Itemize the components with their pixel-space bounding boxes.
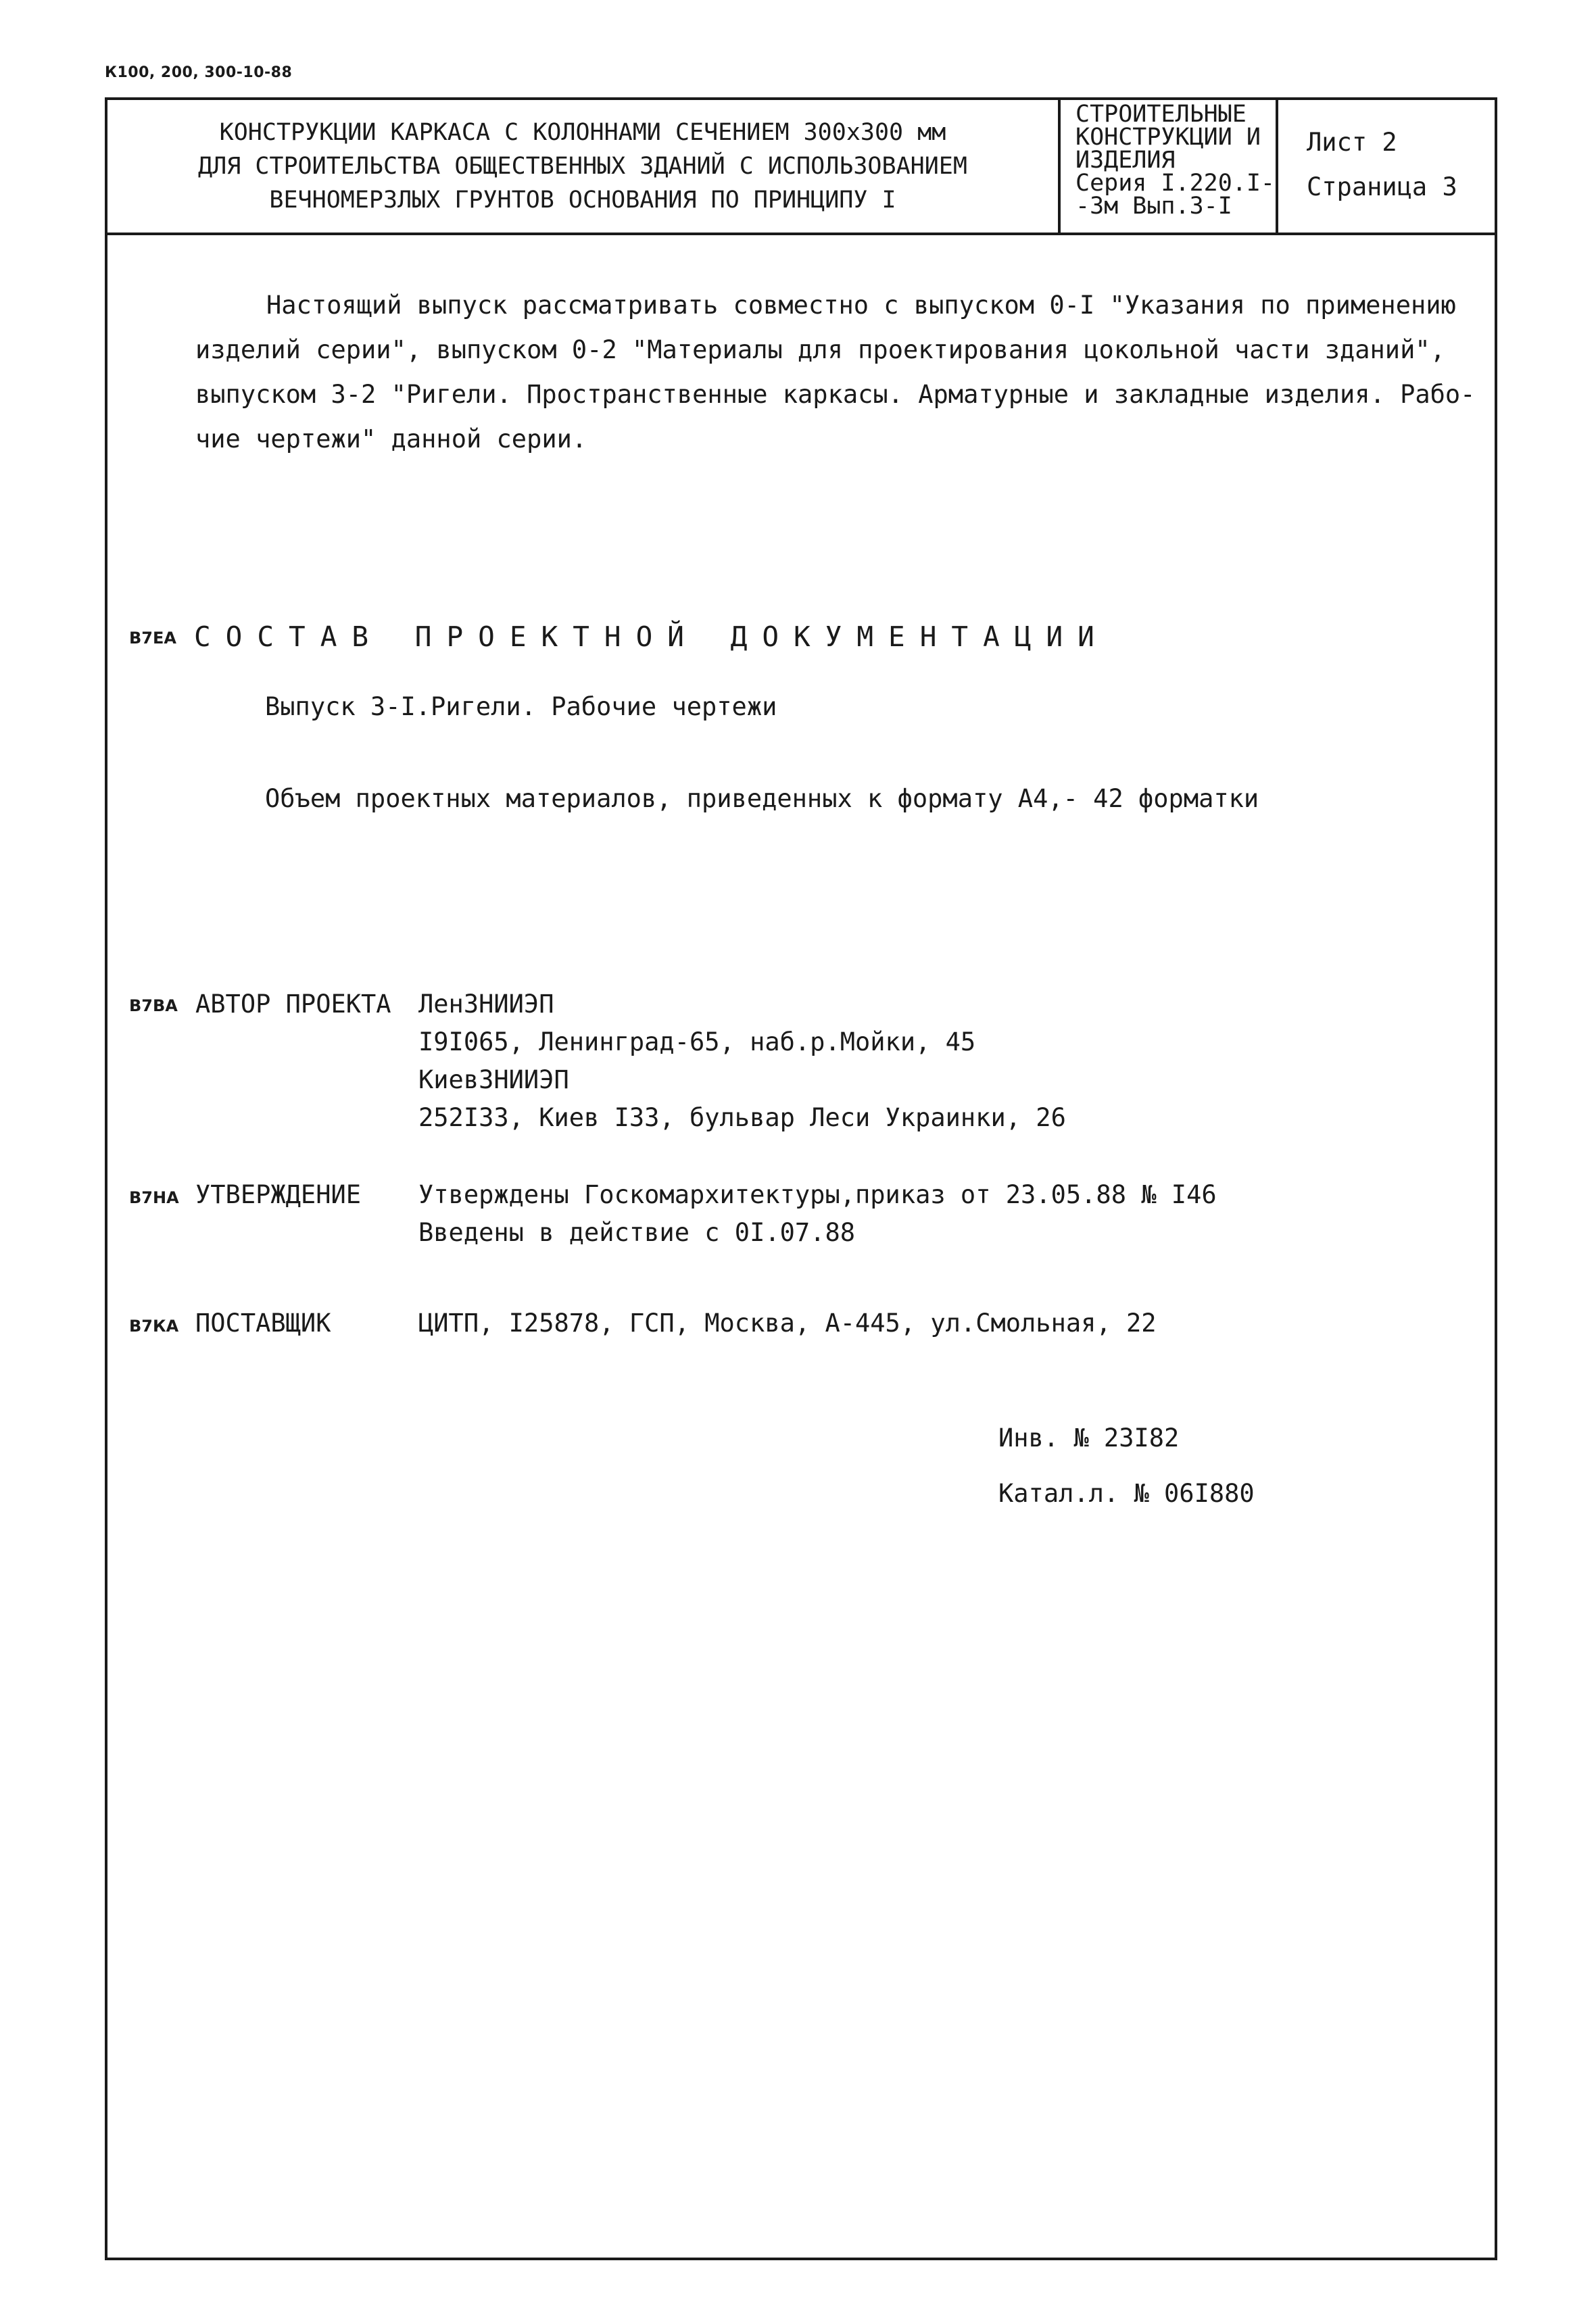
- catalog-number: Катал.л. № 06I880: [998, 1479, 1255, 1508]
- intro-line: изделий серии", выпуском 0-2 "Материалы для проектирования цокольной части зданий",: [195, 335, 1445, 364]
- series-line: -3м Вып.3-I: [1075, 193, 1232, 220]
- approval-label: УТВЕРЖДЕНИЕ: [195, 1180, 362, 1209]
- author-code: В7ВА: [129, 996, 178, 1015]
- intro-line: Настоящий выпуск рассматривать совместно с выпуском 0-I "Указания по применению: [266, 291, 1456, 320]
- author-line: I9I065, Ленинград-65, наб.р.Мойки, 45: [418, 1027, 976, 1056]
- issue-line: Выпуск 3-I.Ригели. Рабочие чертежи: [265, 692, 777, 721]
- series-line: КОНСТРУКЦИИ И: [1075, 124, 1261, 151]
- document-code: К100, 200, 300-10-88: [105, 64, 293, 81]
- title-line: КОНСТРУКЦИИ КАРКАСА С КОЛОННАМИ СЕЧЕНИЕМ 300х300 мм: [219, 119, 946, 146]
- author-line: ЛенЗНИИЭП: [418, 990, 554, 1019]
- supplier-line: ЦИТП, I25878, ГСП, Москва, А-445, ул.Смольная, 22: [418, 1309, 1157, 1338]
- approval-line: Утверждены Госкомархитектуры,приказ от 23.05.88 № I46: [418, 1180, 1217, 1209]
- sheet-number: Лист 2: [1307, 128, 1397, 157]
- approval-line: Введены в действие с 0I.07.88: [418, 1218, 856, 1247]
- title-line: ВЕЧНОМЕРЗЛЫХ ГРУНТОВ ОСНОВАНИЯ ПО ПРИНЦИПУ I: [269, 187, 896, 214]
- volume-line: Объем проектных материалов, приведенных к формату А4,- 42 форматки: [265, 784, 1259, 813]
- composition-code: В7ЕА: [129, 629, 176, 648]
- title-line: ДЛЯ СТРОИТЕЛЬСТВА ОБЩЕСТВЕННЫХ ЗДАНИЙ С ИСПОЛЬЗОВАНИЕМ: [198, 153, 967, 180]
- series-line: ИЗДЕЛИЯ: [1075, 147, 1176, 174]
- composition-heading: СОСТАВ ПРОЕКТНОЙ ДОКУМЕНТАЦИИ: [194, 620, 1109, 653]
- inventory-number: Инв. № 23I82: [998, 1423, 1180, 1453]
- author-line: 252I33, Киев I33, бульвар Леси Украинки, 26: [418, 1103, 1066, 1132]
- document-title: [107, 100, 1061, 233]
- series-line: Серия I.220.I-: [1075, 170, 1276, 197]
- series-cell: [1061, 100, 1278, 233]
- title-block: [107, 100, 1495, 235]
- author-line: КиевЗНИИЭП: [418, 1065, 569, 1094]
- supplier-code: В7КА: [129, 1317, 179, 1336]
- intro-line: чие чертежи" данной серии.: [195, 424, 587, 454]
- supplier-label: ПОСТАВЩИК: [195, 1309, 331, 1338]
- author-label: АВТОР ПРОЕКТА: [195, 990, 391, 1019]
- sheet-cell: [1278, 100, 1495, 233]
- series-line: СТРОИТЕЛЬНЫЕ: [1075, 101, 1247, 128]
- intro-line: выпуском 3-2 "Ригели. Пространственные каркасы. Арматурные и закладные изделия. Рабо-: [195, 380, 1476, 409]
- page-frame: [105, 97, 1497, 2260]
- page-number: Страница 3: [1307, 172, 1457, 201]
- approval-code: В7НА: [129, 1188, 179, 1207]
